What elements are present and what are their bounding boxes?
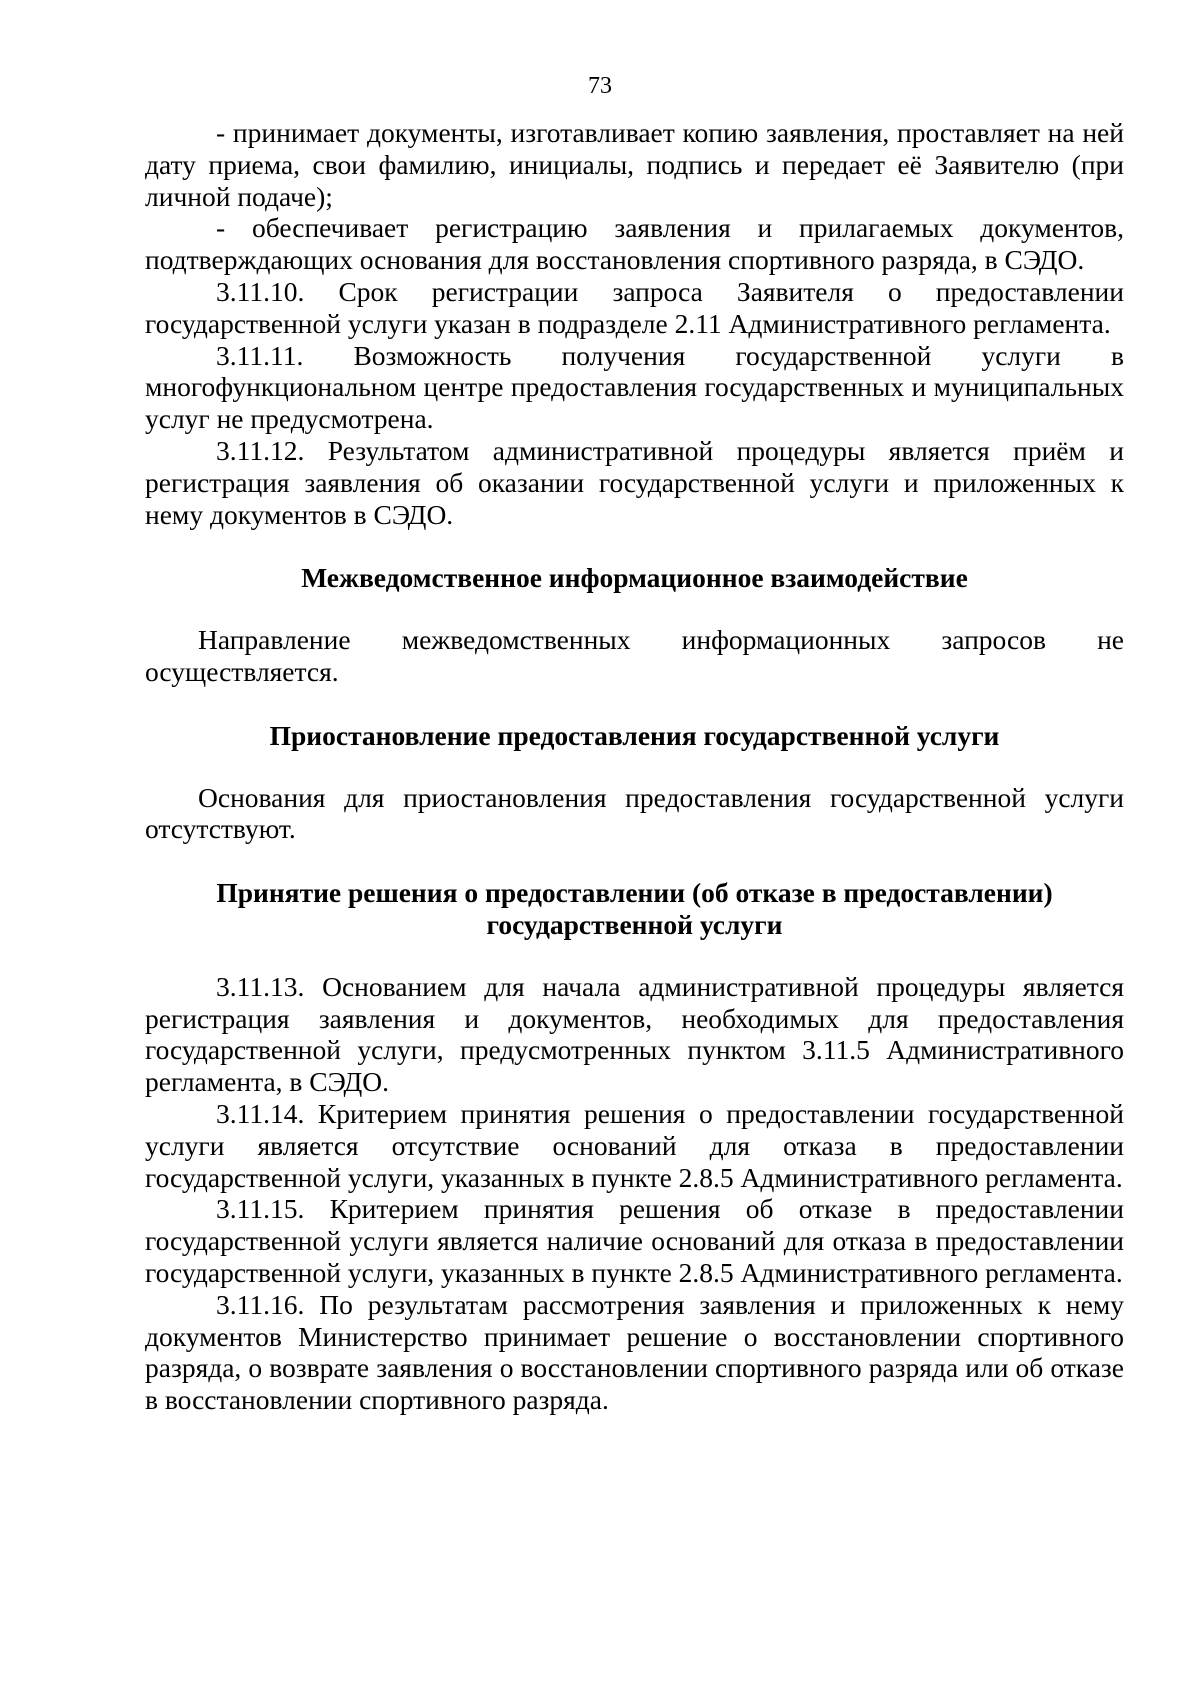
paragraph-accept-documents: - принимает документы, изготавливает копию заявления, проставляет на ней дату приема, свои фамилию, инициалы, подпись и передает её Заявителю (при личной подаче); [145, 117, 1124, 212]
paragraph-3-11-11: 3.11.11. Возможность получения государственной услуги в многофункциональном центре предоставления государственных и муниципальных услуг не предусмотрена. [145, 339, 1124, 435]
paragraph-interagency: Направление межведомственных информационных запросов не осуществляется. [145, 624, 1124, 687]
page-content [145, 117, 1124, 1416]
page-number: 73 [588, 73, 612, 99]
heading-decision-line2: государственной услуги [486, 908, 783, 940]
paragraph-3-11-12: 3.11.12. Результатом административной процедуры является приём и регистрация заявления об оказании государственной услуги и приложенных к нему документов в СЭДО. [145, 434, 1124, 530]
heading-suspension: Приостановление предоставления государственной услуги [269, 719, 1000, 751]
paragraph-3-11-10: 3.11.10. Срок регистрации запроса Заявителя о предоставлении государственной услуги указан в подразделе 2.11 Административного регламента. [145, 275, 1124, 339]
heading-interagency: Межведомственное информационное взаимодействие [301, 562, 968, 594]
paragraph-3-11-15: 3.11.15. Критерием принятия решения об отказе в предоставлении государственной услуги является наличие оснований для отказа в предоставлении государственной услуги, указанных в пункте 2.8.5 Административного регламента. [145, 1193, 1124, 1288]
paragraph-3-11-13: 3.11.13. Основанием для начала административной процедуры является регистрация заявления и документов, необходимых для предоставления государственной услуги, предусмотренных пунктом 3.11.5 Административного регламента, в СЭДО. [145, 970, 1124, 1098]
paragraph-3-11-14: 3.11.14. Критерием принятия решения о предоставлении государственной услуги является отсутствие оснований для отказа в предоставлении государственной услуги, указанных в пункте 2.8.5 Административного регламента. [145, 1097, 1124, 1193]
paragraph-registration: - обеспечивает регистрацию заявления и прилагаемых документов, подтверждающих основания для восстановления спортивного разряда, в СЭДО. [145, 212, 1124, 276]
paragraph-3-11-16: 3.11.16. По результатам рассмотрения заявления и приложенных к нему документов Министерство принимает решение о восстановлении спортивного разряда, о возврате заявления о восстановлении спортивного разряда или об отказе в восстановлении спортивного разряда. [145, 1288, 1124, 1416]
heading-decision-line1: Принятие решения о предоставлении (об отказе в предоставлении) [216, 877, 1053, 909]
paragraph-suspension: Основания для приостановления предоставления государственной услуги отсутствуют. [145, 781, 1124, 845]
